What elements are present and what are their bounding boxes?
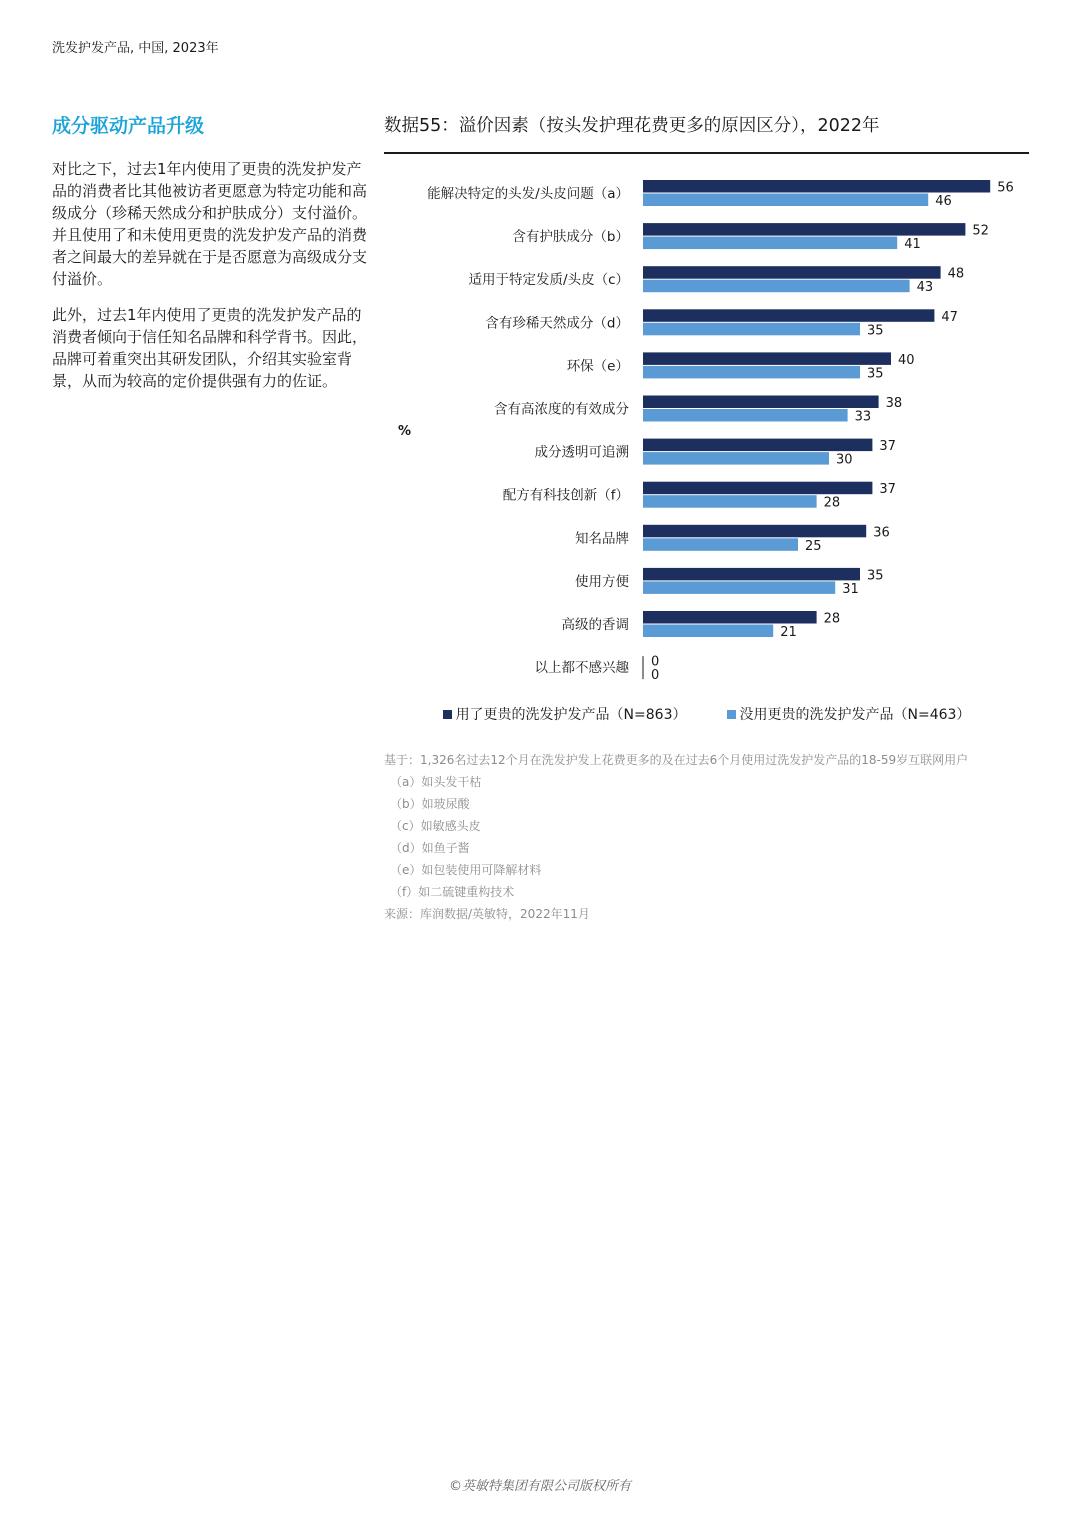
body-paragraph-1: 对比之下，过去1年内使用了更贵的洗发护发产品的消费者比其他被访者更愿意为特定功能和高级成分（珍稀天然成分和护肤成分）支付溢价。并且使用了和未使用更贵的洗发护发产品的消费者之间最大的差异就在于是否愿意为高级成分支付溢价。 bbox=[52, 160, 368, 288]
data-label-series-1: 37 bbox=[879, 439, 896, 455]
category-label: 含有高浓度的有效成分 bbox=[494, 401, 629, 418]
data-label-series-2: 25 bbox=[805, 538, 822, 554]
category-label: 成分透明可追溯 bbox=[534, 444, 629, 461]
bar-series-1 bbox=[643, 568, 860, 581]
data-label-series-2: 28 bbox=[823, 495, 841, 511]
data-label-series-1: 28 bbox=[823, 611, 841, 627]
bar-series-1 bbox=[643, 266, 941, 279]
category-label: 配方有科技创新（f） bbox=[502, 487, 629, 504]
data-label-series-2: 21 bbox=[780, 625, 797, 640]
bar-series-1 bbox=[643, 223, 965, 236]
data-label-series-2: 30 bbox=[836, 452, 853, 468]
legend-label-series-2: 没用更贵的洗发护发产品（N=463） bbox=[739, 707, 971, 723]
category-label: 含有珍稀天然成分（d） bbox=[485, 315, 629, 332]
category-label: 适用于特定发质/头皮（c） bbox=[468, 272, 629, 289]
category-label: 能解决特定的头发/头皮问题（a） bbox=[427, 186, 629, 202]
copyright-footer: ©英敏特集团有限公司版权所有 bbox=[448, 1479, 631, 1494]
data-label-series-1: 47 bbox=[941, 309, 958, 325]
bar-series-1 bbox=[643, 396, 879, 409]
footnote-b: （b）如玻尿酸 bbox=[390, 797, 470, 811]
body-text bbox=[52, 158, 367, 406]
source-note: 来源：库润数据/英敏特，2022年11月 bbox=[384, 907, 590, 921]
page-header: 洗发护发产品, 中国, 2023年 bbox=[52, 41, 219, 56]
footnote-a: （a）如头发干枯 bbox=[390, 775, 482, 789]
legend-label-series-1: 用了更贵的洗发护发产品（N=863） bbox=[455, 707, 687, 723]
data-label-series-2: 43 bbox=[916, 280, 934, 296]
data-label-series-2: 0 bbox=[651, 668, 660, 684]
bar-series-2 bbox=[643, 237, 897, 250]
chart-title: 数据55：溢价因素（按头发护理花费更多的原因区分），2022年 bbox=[384, 116, 880, 136]
data-label-series-1: 38 bbox=[885, 396, 903, 411]
bar-series-2 bbox=[643, 323, 860, 336]
chart-title-rule bbox=[384, 152, 1029, 154]
category-label: 以上都不感兴趣 bbox=[534, 660, 629, 677]
footnote-e: （e）如包装使用可降解材料 bbox=[390, 863, 542, 877]
data-label-series-2: 31 bbox=[842, 581, 859, 597]
data-label-series-1: 48 bbox=[947, 266, 965, 282]
data-label-series-2: 46 bbox=[935, 194, 952, 209]
bar-series-2 bbox=[643, 366, 860, 379]
data-label-series-1: 0 bbox=[651, 654, 660, 670]
footnote-d: （d）如鱼子酱 bbox=[390, 841, 470, 855]
category-label: 高级的香调 bbox=[561, 617, 629, 633]
legend-item-series-2 bbox=[727, 704, 971, 724]
data-label-series-1: 56 bbox=[997, 180, 1014, 196]
bar-series-1 bbox=[643, 180, 990, 193]
bar-series-1 bbox=[643, 525, 866, 538]
chart-legend bbox=[384, 704, 1029, 724]
bar-series-1 bbox=[643, 611, 817, 624]
data-label-series-1: 36 bbox=[873, 525, 890, 541]
bar-series-2 bbox=[643, 280, 910, 293]
data-label-series-2: 41 bbox=[904, 237, 921, 253]
bar-series-1 bbox=[643, 439, 872, 452]
bar-series-1 bbox=[643, 352, 891, 365]
bar-series-2 bbox=[643, 538, 798, 551]
category-label: 使用方便 bbox=[575, 573, 629, 590]
data-label-series-2: 35 bbox=[867, 366, 884, 382]
category-label: 环保（e） bbox=[566, 358, 629, 375]
bar-series-1 bbox=[643, 309, 934, 322]
data-label-series-1: 37 bbox=[879, 482, 896, 498]
section-title: 成分驱动产品升级 bbox=[52, 115, 205, 137]
category-label: 知名品牌 bbox=[575, 530, 629, 547]
base-note: 基于：1,326名过去12个月在洗发护发上花费更多的及在过去6个月使用过洗发护发产品的18-59岁互联网用户 bbox=[384, 753, 969, 767]
legend-item-series-1 bbox=[443, 704, 687, 724]
data-label-series-1: 40 bbox=[898, 352, 915, 368]
unit-label: % bbox=[398, 424, 412, 439]
category-label: 含有护肤成分（b） bbox=[512, 229, 629, 246]
bar-series-2 bbox=[643, 625, 773, 638]
legend-swatch-series-2 bbox=[727, 710, 736, 719]
data-label-series-1: 35 bbox=[867, 568, 884, 584]
bar-series-1 bbox=[643, 482, 872, 495]
body-paragraph-2: 此外，过去1年内使用了更贵的洗发护发产品的消费者倾向于信任知名品牌和科学背书。因此，品牌可着重突出其研发团队，介绍其实验室背景，从而为较高的定价提供强有力的佐证。 bbox=[52, 306, 368, 390]
chart-notes bbox=[384, 749, 1024, 925]
footnote-f: （f）如二硫键重构技术 bbox=[390, 885, 515, 899]
bar-series-2 bbox=[643, 194, 928, 207]
data-label-series-2: 33 bbox=[854, 409, 872, 425]
bar-chart bbox=[384, 160, 1029, 690]
bar-series-2 bbox=[643, 409, 848, 422]
bar-series-2 bbox=[643, 581, 835, 594]
data-label-series-2: 35 bbox=[867, 323, 884, 339]
footnote-c: （c）如敏感头皮 bbox=[390, 819, 481, 833]
legend-swatch-series-1 bbox=[443, 710, 452, 719]
bar-series-2 bbox=[643, 495, 817, 508]
bar-series-2 bbox=[643, 452, 829, 465]
data-label-series-1: 52 bbox=[972, 223, 989, 239]
